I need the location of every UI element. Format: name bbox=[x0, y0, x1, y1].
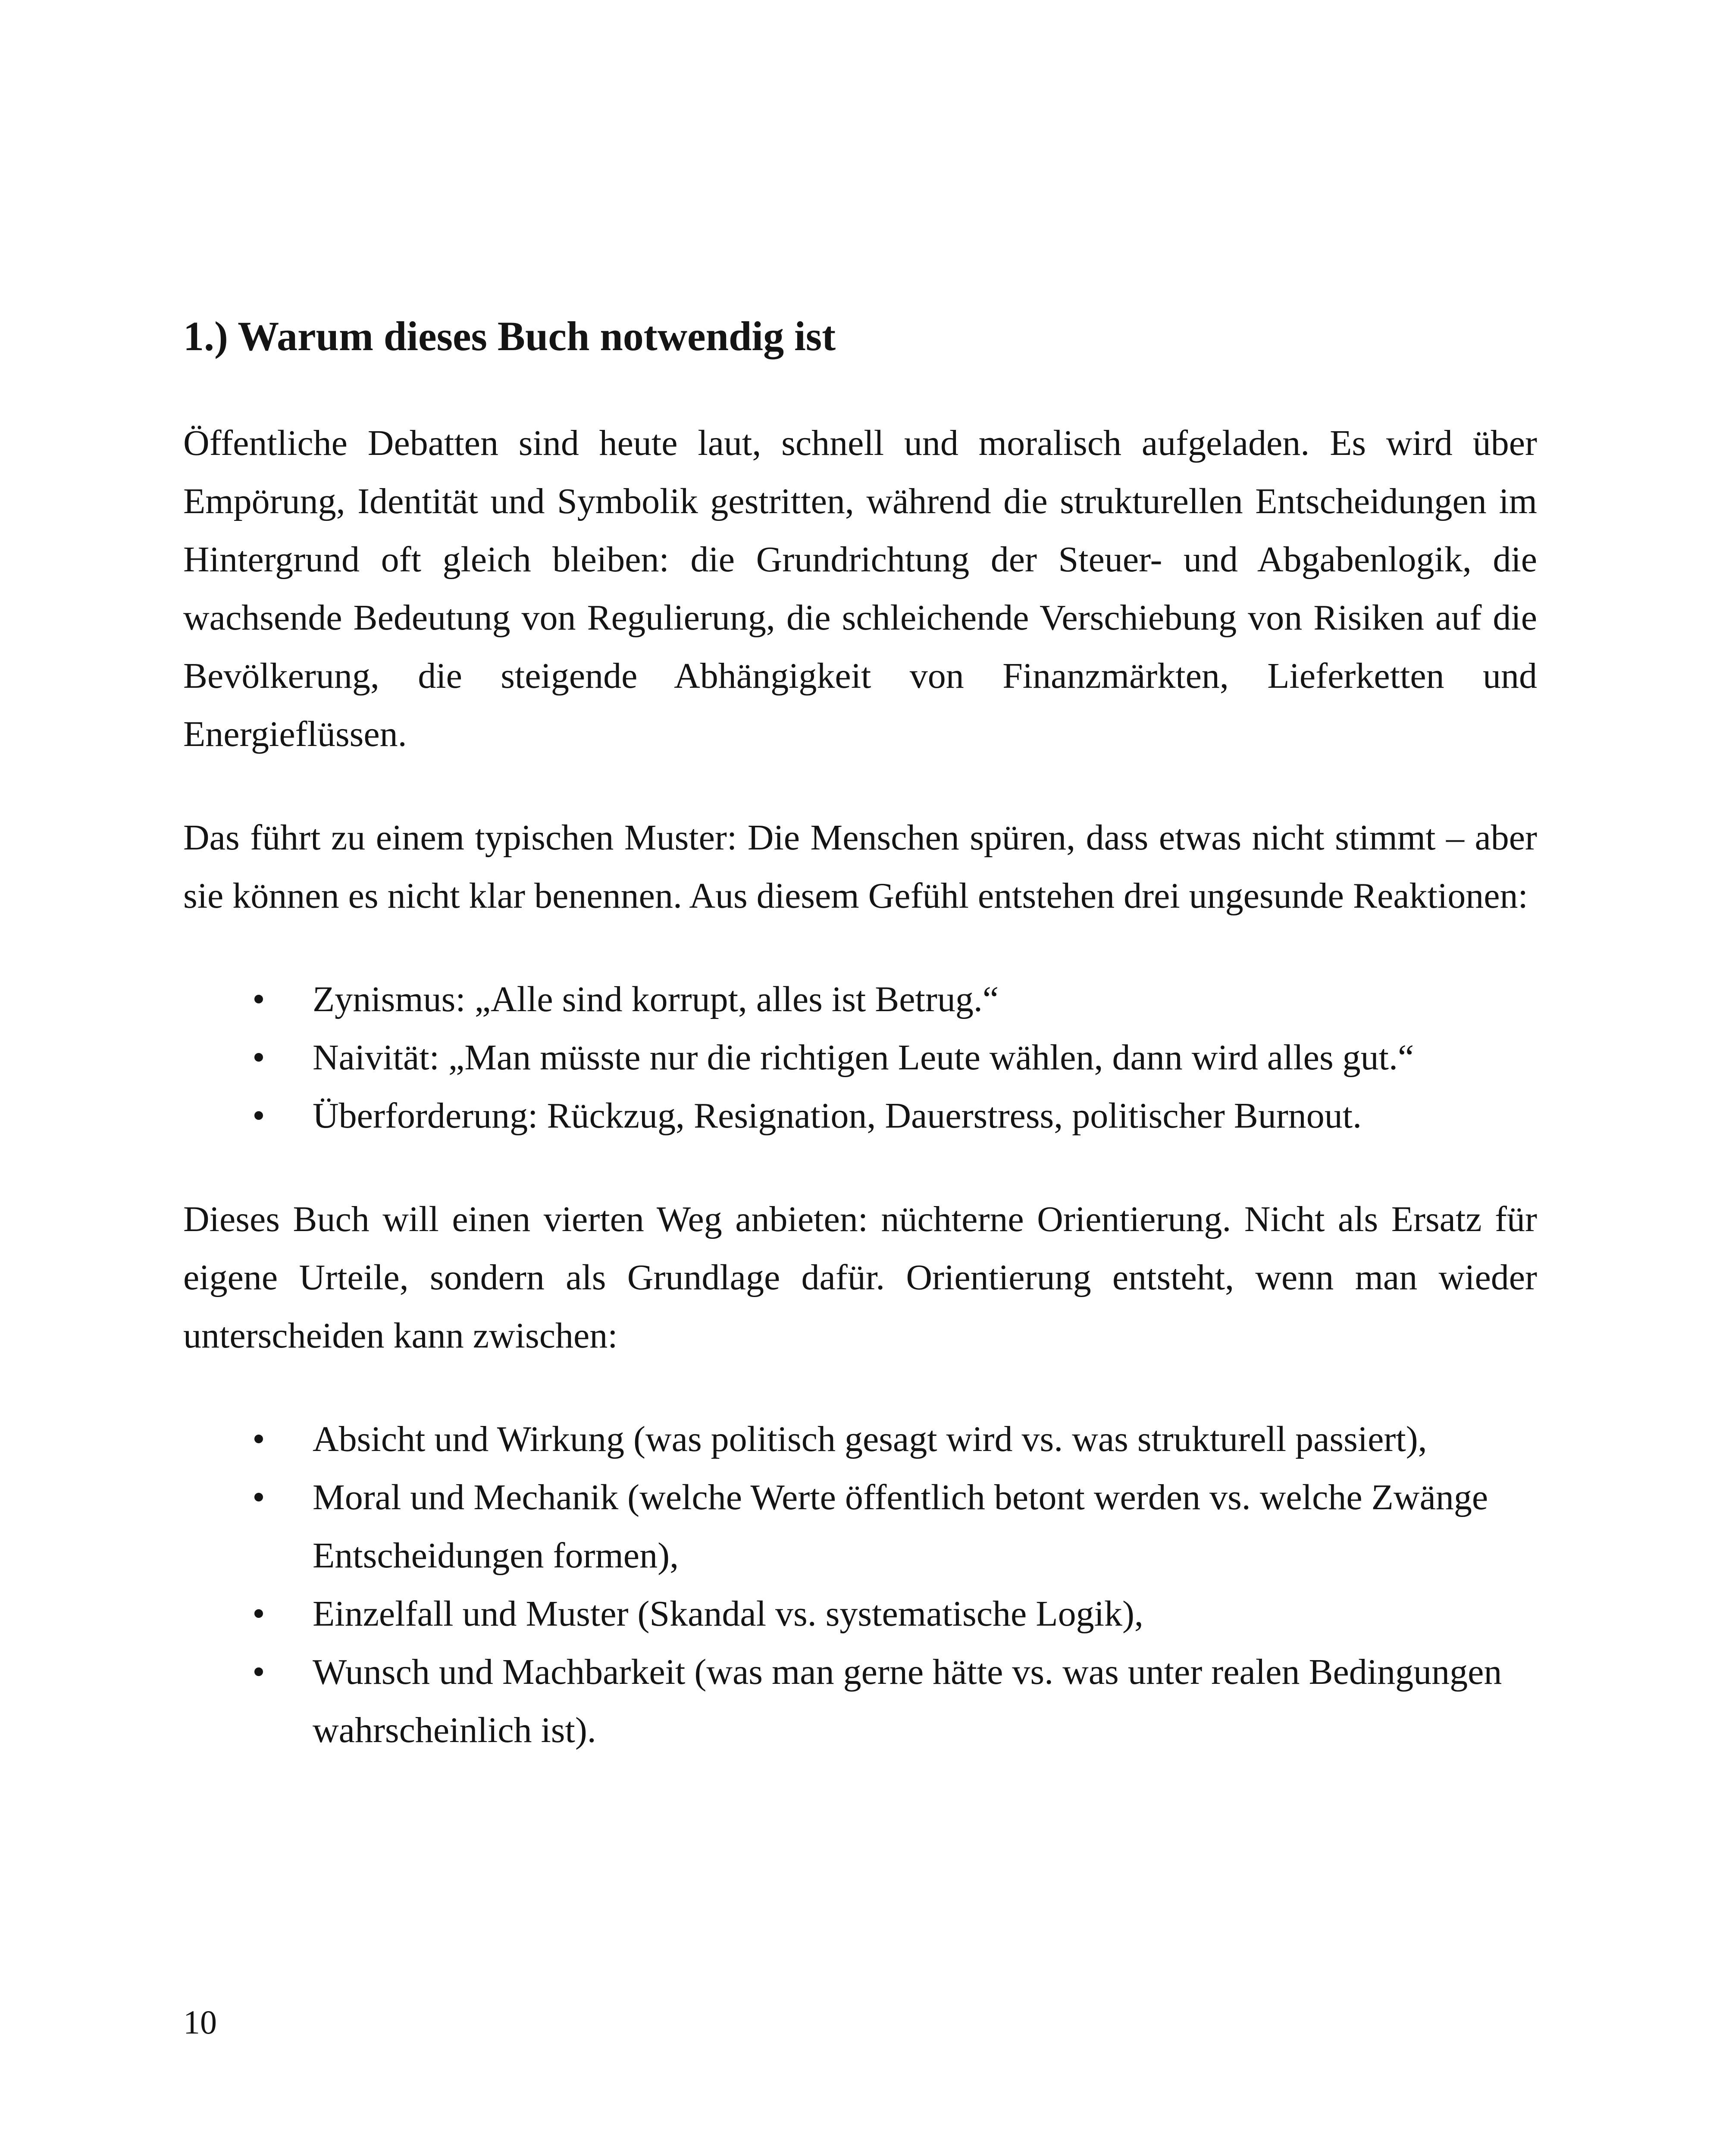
bullet-icon: • bbox=[252, 1419, 265, 1459]
list-item-text: Absicht und Wirkung (was politisch gesagt wird vs. was strukturell passiert), bbox=[313, 1419, 1427, 1459]
list-item-text: Zynismus: „Alle sind korrupt, alles ist Betrug.“ bbox=[313, 979, 999, 1019]
bullet-icon: • bbox=[252, 1096, 265, 1136]
list-item bbox=[252, 1585, 1537, 1643]
page-content bbox=[183, 310, 1537, 1805]
list-item-text: Moral und Mechanik (welche Werte öffentlich betont werden vs. welche Zwänge Entscheidungen formen), bbox=[313, 1477, 1488, 1576]
list-item-text: Wunsch und Machbarkeit (was man gerne hätte vs. was unter realen Bedingungen wahrscheinlich ist). bbox=[313, 1652, 1502, 1750]
bullet-icon: • bbox=[252, 1037, 265, 1078]
paragraph-intro: Öffentliche Debatten sind heute laut, schnell und moralisch aufgeladen. Es wird über Empörung, Identität und Symbolik gestritten, während die strukturellen Entscheidungen im Hintergrund oft gleich bleiben: die Grundrichtung der Steuer- und Abgabenlogik, die wachsende Bedeutung von Regulierung, die schleichende Verschiebung von Risiken auf die Bevölkerung, die steigende Abhängigkeit von Finanzmärkten, Lieferketten und Energieflüssen. bbox=[183, 423, 1537, 754]
list-item bbox=[252, 970, 1537, 1028]
list-item bbox=[252, 1468, 1537, 1585]
bullet-icon: • bbox=[252, 1652, 265, 1692]
list-item bbox=[252, 1087, 1537, 1145]
list-item bbox=[252, 1028, 1537, 1087]
list-item-text: Naivität: „Man müsste nur die richtigen Leute wählen, dann wird alles gut.“ bbox=[313, 1037, 1414, 1078]
bullet-icon: • bbox=[252, 1594, 265, 1634]
bullet-icon: • bbox=[252, 1477, 265, 1517]
reactions-list bbox=[183, 970, 1537, 1145]
paragraph-orientation: Dieses Buch will einen vierten Weg anbieten: nüchterne Orientierung. Nicht als Ersatz für eigene Urteile, sondern als Grundlage dafür. Orientierung entsteht, wenn man wieder unterscheiden kann zwischen: bbox=[183, 1199, 1537, 1356]
list-item-text: Einzelfall und Muster (Skandal vs. systematische Logik), bbox=[313, 1594, 1143, 1634]
bullet-icon: • bbox=[252, 979, 265, 1019]
chapter-heading: 1.) Warum dieses Buch notwendig ist bbox=[183, 313, 836, 359]
paragraph-pattern: Das führt zu einem typischen Muster: Die Menschen spüren, dass etwas nicht stimmt – aber sie können es nicht klar benennen. Aus diesem Gefühl entstehen drei ungesunde Reaktionen: bbox=[183, 818, 1537, 916]
list-item-text: Überforderung: Rückzug, Resignation, Dauerstress, politischer Burnout. bbox=[313, 1096, 1362, 1136]
page-number: 10 bbox=[183, 2003, 217, 2041]
distinctions-list bbox=[183, 1410, 1537, 1759]
list-item bbox=[252, 1410, 1537, 1468]
list-item bbox=[252, 1643, 1537, 1759]
